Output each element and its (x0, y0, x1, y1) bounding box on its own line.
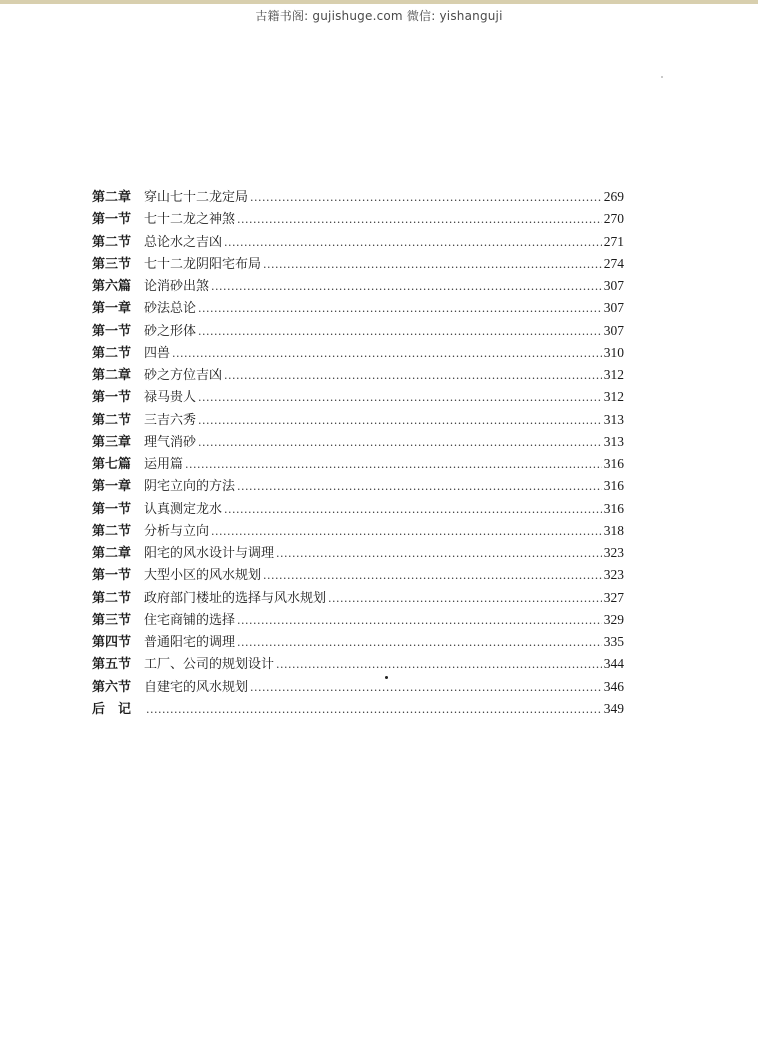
toc-row[interactable] (92, 498, 624, 520)
toc-row[interactable] (92, 231, 624, 253)
toc-row[interactable] (92, 297, 624, 319)
toc-page-number: 346 (603, 678, 624, 694)
toc-leader (185, 454, 602, 476)
toc-leader (172, 343, 602, 365)
toc-page-number: 312 (603, 389, 624, 405)
toc-page-number: 335 (603, 634, 624, 649)
toc-row[interactable] (92, 453, 624, 475)
toc-level: 第一章 (92, 301, 132, 317)
toc-leader (224, 499, 602, 521)
toc-level: 第二章 (92, 368, 132, 383)
toc-title: 住宅商铺的选择 (144, 612, 236, 628)
toc-title: 禄马贵人 (144, 390, 197, 406)
toc-level: 第二节 (92, 523, 132, 539)
toc-row[interactable] (92, 253, 624, 275)
scan-speck (661, 76, 663, 78)
toc-page-number: 323 (603, 545, 624, 560)
toc-level: 第二节 (92, 234, 132, 250)
toc-row[interactable] (92, 186, 624, 208)
toc-title: 理气消砂 (144, 434, 197, 450)
toc-level: 第六篇 (92, 279, 132, 294)
toc-row[interactable] (92, 431, 624, 453)
toc-level: 第一节 (92, 212, 132, 228)
toc-row[interactable] (92, 542, 624, 564)
toc-leader (198, 298, 602, 320)
toc-title: 工厂、公司的规划设计 (144, 657, 275, 673)
toc-leader (211, 276, 602, 298)
toc-page-number: 307 (603, 300, 624, 316)
toc-title: 总论水之吉凶 (144, 234, 223, 250)
toc-leader (237, 610, 602, 632)
toc-leader (146, 699, 602, 721)
toc-level: 第二章 (92, 190, 132, 205)
toc-row[interactable] (92, 275, 624, 297)
toc-page-number: 274 (603, 255, 624, 271)
toc-row[interactable] (92, 520, 624, 542)
toc-row[interactable] (92, 364, 624, 386)
toc-title: 穿山七十二龙定局 (144, 190, 249, 205)
toc-level: 第六节 (92, 679, 132, 695)
toc-row[interactable] (92, 631, 624, 653)
toc-page-number: 316 (603, 456, 624, 471)
toc-page-number: 329 (603, 611, 624, 627)
toc-page-number: 271 (603, 233, 624, 249)
toc-page-number: 312 (603, 367, 624, 382)
toc-level: 第二章 (92, 546, 132, 561)
toc-leader (237, 632, 602, 654)
toc-page-number: 307 (603, 278, 624, 293)
toc-title: 阴宅立向的方法 (144, 479, 236, 495)
toc-page-number: 313 (603, 433, 624, 449)
toc-leader (198, 321, 602, 343)
toc-leader (263, 254, 602, 276)
toc-level: 第一节 (92, 568, 132, 584)
toc-page-number: 316 (603, 500, 624, 516)
toc-level: 第三节 (92, 612, 132, 628)
toc-leader (276, 543, 602, 565)
toc-leader (224, 232, 602, 254)
top-border (0, 0, 758, 4)
toc-leader (263, 565, 602, 587)
table-of-contents (92, 186, 624, 720)
toc-page-number: 270 (603, 211, 624, 227)
toc-level: 第二节 (92, 590, 132, 606)
toc-title: 普通阳宅的调理 (144, 635, 236, 650)
toc-leader (198, 432, 602, 454)
toc-level: 第二节 (92, 345, 132, 361)
toc-title: 砂之方位吉凶 (144, 368, 223, 383)
toc-page-number: 269 (603, 189, 624, 204)
toc-level: 第三章 (92, 434, 132, 450)
toc-row[interactable] (92, 653, 624, 675)
toc-level: 后 记 (92, 701, 132, 717)
toc-row[interactable] (92, 208, 624, 230)
toc-title: 大型小区的风水规划 (144, 568, 262, 584)
toc-page-number: 313 (603, 411, 624, 427)
toc-row[interactable] (92, 409, 624, 431)
toc-title: 七十二龙阴阳宅布局 (144, 256, 262, 272)
toc-title: 四兽 (144, 345, 171, 361)
toc-leader (224, 365, 602, 387)
toc-title: 阳宅的风水设计与调理 (144, 546, 275, 561)
toc-title: 运用篇 (144, 457, 184, 472)
toc-leader (328, 588, 602, 610)
toc-row[interactable] (92, 320, 624, 342)
toc-page-number: 327 (603, 589, 624, 605)
toc-title: 政府部门楼址的选择与风水规划 (144, 590, 327, 606)
toc-page-number: 318 (603, 522, 624, 538)
toc-leader (250, 187, 602, 209)
watermark-text: 古籍书阁: gujishuge.com 微信: yishanguji (255, 9, 503, 23)
toc-level: 第二节 (92, 412, 132, 428)
toc-leader (198, 410, 602, 432)
toc-title: 砂法总论 (144, 301, 197, 317)
toc-page-number: 349 (603, 700, 624, 716)
toc-leader (276, 654, 602, 676)
toc-level: 第五节 (92, 657, 132, 673)
toc-leader (237, 476, 602, 498)
toc-row[interactable] (92, 587, 624, 609)
toc-title: 砂之形体 (144, 323, 197, 339)
toc-row[interactable] (92, 564, 624, 586)
toc-page-number: 316 (603, 478, 624, 494)
toc-leader (211, 521, 602, 543)
toc-level: 第一节 (92, 323, 132, 339)
toc-level: 第一章 (92, 479, 132, 495)
toc-level: 第一节 (92, 390, 132, 406)
toc-row[interactable] (92, 609, 624, 631)
toc-row[interactable] (92, 386, 624, 408)
toc-page-number: 323 (603, 567, 624, 583)
toc-level: 第七篇 (92, 457, 132, 472)
toc-page-number: 310 (603, 344, 624, 360)
toc-level: 第一节 (92, 501, 132, 517)
toc-title: 三吉六秀 (144, 412, 197, 428)
toc-title: 分析与立向 (144, 523, 210, 539)
toc-level: 第三节 (92, 256, 132, 272)
toc-leader (250, 677, 602, 699)
toc-title: 认真测定龙水 (144, 501, 223, 517)
toc-level: 第四节 (92, 635, 132, 650)
toc-leader (237, 209, 602, 231)
toc-row[interactable] (92, 698, 624, 720)
toc-row[interactable] (92, 676, 624, 698)
toc-row[interactable] (92, 475, 624, 497)
toc-leader (198, 387, 602, 409)
toc-row[interactable] (92, 342, 624, 364)
toc-title: 论消砂出煞 (144, 279, 210, 294)
toc-page-number: 307 (603, 322, 624, 338)
toc-title: 七十二龙之神煞 (144, 212, 236, 228)
toc-page-number: 344 (603, 656, 624, 672)
toc-title: 自建宅的风水规划 (144, 679, 249, 695)
